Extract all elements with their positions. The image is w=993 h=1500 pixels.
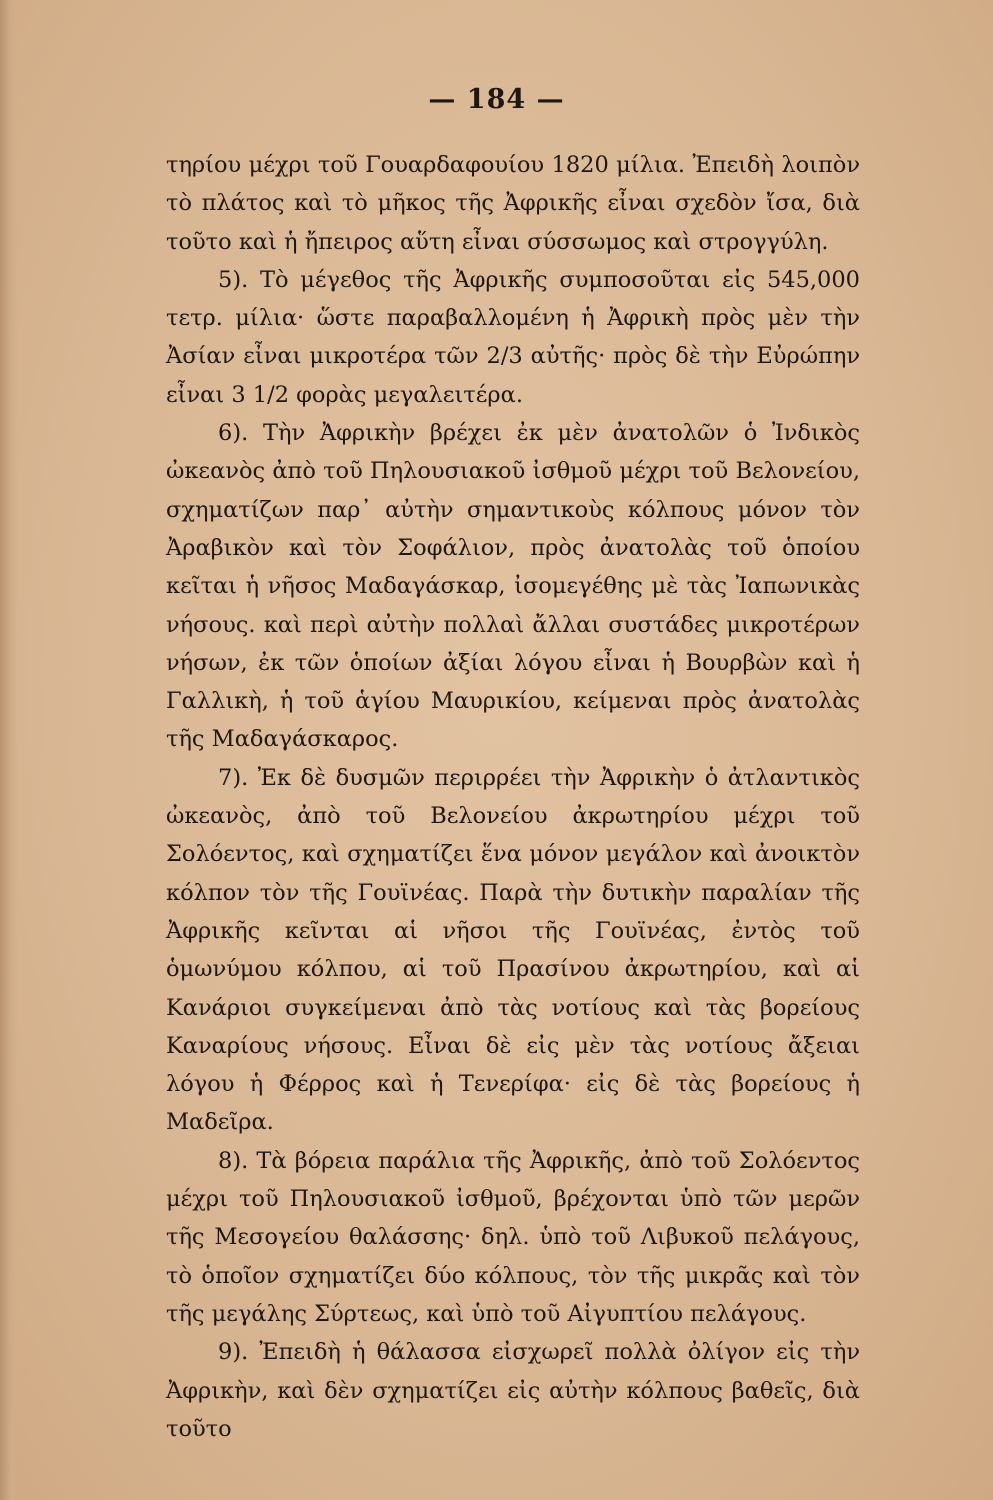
paragraph-5: 5). Τὸ μέγεθος τῆς Ἀφρικῆς συμποσοῦται εἰς 545,000 τετρ. μίλια· ὥστε παραβαλλομένη ἡ Ἀφρικὴ πρὸς μὲν τὴν Ἀσίαν εἶναι μικροτέρα τῶν 2/3 αὐτῆς· πρὸς δὲ τὴν Εὐρώπην εἶναι 3 1/2 φορὰς μεγαλειτέρα. <box>166 266 860 408</box>
page-number: — 184 — <box>428 84 565 115</box>
paragraph-7: 7). Ἐκ δὲ δυσμῶν περιρρέει τὴν Ἀφρικὴν ὁ ἀτλαντικὸς ὠκεανὸς, ἀπὸ τοῦ Βελονείου ἀκρωτηρίου μέχρι τοῦ Σολόεντος, καὶ σχηματίζει ἕνα μόνον μεγάλον καὶ ἀνοικτὸν κόλπον τὸν τῆς Γουϊνέας. Παρὰ τὴν δυτικὴν παραλίαν τῆς Ἀφρικῆς κεῖνται αἱ νῆσοι τῆς Γουϊνέας, ἐντὸς τοῦ ὁμωνύμου κόλπου, αἱ τοῦ Πρασίνου ἀκρωτηρίου, καὶ αἱ Κανάριοι συγκείμεναι ἀπὸ τὰς νοτίους καὶ τὰς βορείους Καναρίους νήσους. Εἶναι δὲ εἰς μὲν τὰς νοτίους ἄξειαι λόγου ἡ Φέρρος καὶ ἡ Τενερίφα· εἰς δὲ τὰς βορείους ἡ Μαδεῖρα. <box>166 764 860 1136</box>
paragraph-9: 9). Ἐπειδὴ ἡ θάλασσα εἰσχωρεῖ πολλὰ ὀλίγον εἰς τὴν Ἀφρικὴν, καὶ δὲν σχηματίζει εἰς αὐτὴν κόλπους βαθεῖς, διὰ τοῦτο <box>166 1339 860 1442</box>
paragraph-6: 6). Τὴν Ἀφρικὴν βρέχει ἐκ μὲν ἀνατολῶν ὁ Ἰνδικὸς ὠκεανὸς ἀπὸ τοῦ Πηλουσιακοῦ ἰσθμοῦ μέχρι τοῦ Βελονείου, σχηματίζων παρ᾿ αὐτὴν σημαντικοὺς κόλπους μόνον τὸν Ἀραβικὸν καὶ τὸν Σοφάλιον, πρὸς ἀνατολὰς τοῦ ὁποίου κεῖται ἡ νῆσος Μαδαγάσκαρ, ἰσομεγέθης μὲ τὰς Ἰαπωνικὰς νήσους. καὶ περὶ αὐτὴν πολλαὶ ἄλλαι συστάδες μικροτέρων νήσων, ἐκ τῶν ὁποίων ἀξίαι λόγου εἶναι ἡ Βουρβὼν καὶ ἡ Γαλλικὴ, ἡ τοῦ ἁγίου Μαυρικίου, κείμεναι πρὸς ἀνατολὰς τῆς Μαδαγάσκαρος. <box>166 420 860 753</box>
paragraph-8: 8). Τὰ βόρεια παράλια τῆς Ἀφρικῆς, ἀπὸ τοῦ Σολόεντος μέχρι τοῦ Πηλουσιακοῦ ἰσθμοῦ, βρέχονται ὑπὸ τῶν μερῶν τῆς Μεσογείου θαλάσσης· δηλ. ὑπὸ τοῦ Λιβυκοῦ πελάγους, τὸ ὁποῖον σχηματίζει δύο κόλπους, τὸν τῆς μικρᾶς καὶ τὸν τῆς μεγάλης Σύρτεως, καὶ ὑπὸ τοῦ Αἰγυπτίου πελάγους. <box>166 1147 860 1327</box>
body-text <box>166 146 860 1448</box>
page-edge-shadow <box>0 0 18 1500</box>
paragraph-continuation: τηρίου μέχρι τοῦ Γουαρδαφουίου 1820 μίλια. Ἐπειδὴ λοιπὸν τὸ πλάτος καὶ τὸ μῆκος τῆς Ἀφρικῆς εἶναι σχεδὸν ἴσα, διὰ τοῦτο καὶ ἡ ἤπειρος αὕτη εἶναι σύσσωμος καὶ στρογγύλη. <box>166 152 860 255</box>
